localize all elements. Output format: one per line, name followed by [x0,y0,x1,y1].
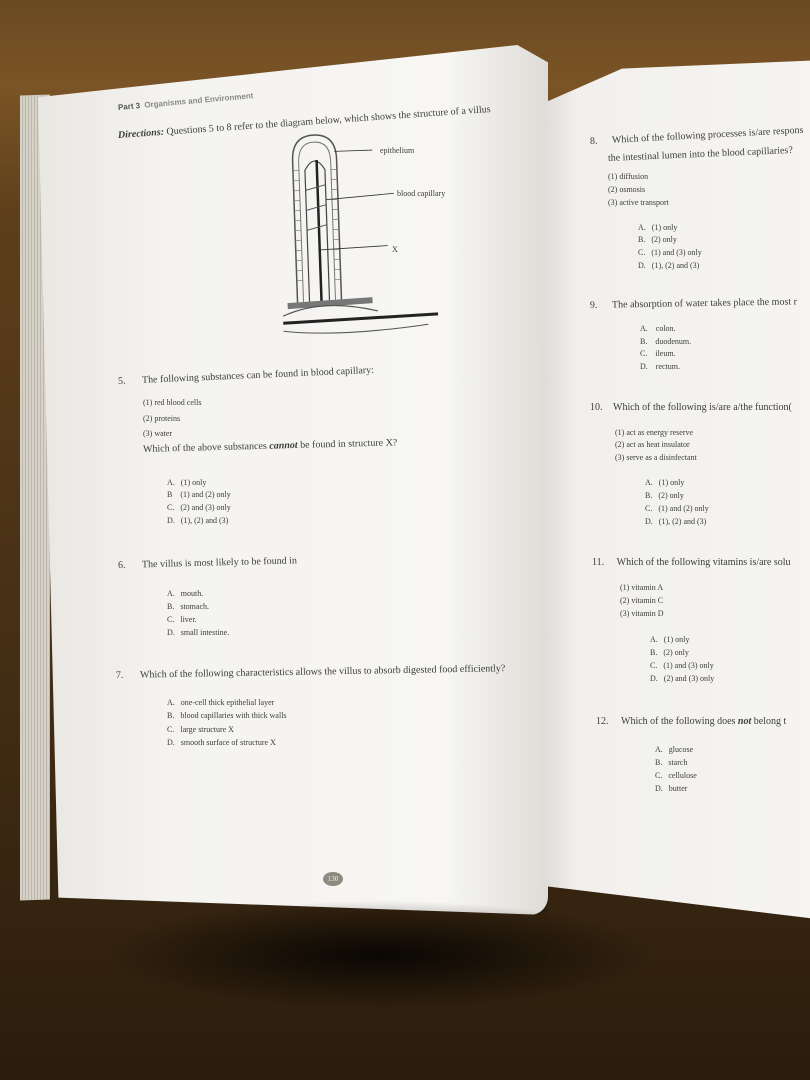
option-letter: B [167,490,173,499]
option-text: duodenum. [655,337,692,346]
q8-stem-line-2: the intestinal lumen into the blood capillaries? [607,144,794,164]
option-text: (1), (2) and (3) [658,517,707,526]
label-x: X [392,245,398,254]
q5-sub-stem-emphasis: cannot [269,439,298,452]
option-letter: D. [167,738,175,747]
option-letter: A. [655,745,663,754]
question-text: The absorption of water takes place the most r [611,296,798,311]
option-text: (2) only [663,648,689,657]
option-letter: C. [167,503,175,512]
question-number: 10. [590,402,603,413]
option-letter: D. [167,516,175,525]
q7-option-d [167,738,276,747]
q5-item-3: (3) water [143,429,173,438]
question-number: 6. [117,559,126,571]
q11-item-2: (2) vitamin C [620,596,664,605]
option-letter: B. [167,711,175,720]
q12-stem-emphasis: not [737,716,752,727]
q6-option-d [167,628,229,637]
q10-option-b [645,491,684,500]
option-text: (1) and (2) only [658,504,709,513]
option-text: (1) and (3) only [651,248,702,257]
q9-option-b [640,337,691,346]
option-text: (1) and (2) only [180,490,231,499]
q12-option-a [655,745,693,754]
option-text: liver. [180,615,197,624]
option-letter: A. [167,478,175,487]
option-letter: B. [645,491,653,500]
option-letter: A. [645,478,653,487]
q5-option-c [167,503,231,512]
option-letter: A. [650,635,658,644]
q8-option-a [638,223,677,232]
option-text: (2) only [658,491,684,500]
question-11-stem [592,557,791,568]
option-letter: B. [650,648,658,657]
option-letter: D. [645,517,653,526]
question-text [621,716,786,727]
option-letter: C. [655,771,663,780]
q5-item-2: (2) proteins [143,414,181,423]
q7-option-a [167,698,274,707]
option-text: (2) and (3) only [663,674,715,683]
part-label: Part 3 [117,101,141,112]
directions-label: Directions: [117,126,165,141]
option-text: (1) only [658,478,685,487]
question-text: The villus is most likely to be found in [141,555,298,571]
label-epithelium: epithelium [380,146,415,155]
question-text: The following substances can be found in blood capillary: [141,364,375,386]
option-text: blood capillaries with thick walls [180,711,287,720]
question-10-stem [590,402,792,413]
option-letter: C. [645,504,653,513]
option-text: small intestine. [180,628,230,637]
q9-option-c [640,349,676,358]
option-letter: B. [640,337,648,346]
option-text: (1) only [663,635,690,644]
q11-option-c [650,661,714,670]
option-text: mouth. [180,589,204,598]
option-text: rectum. [655,362,680,371]
question-number: 8. [589,135,598,147]
option-text: cellulose [668,771,697,780]
option-letter: C. [638,248,646,257]
q6-option-c [167,615,197,624]
q11-option-a [650,635,689,644]
question-number: 11. [592,557,605,568]
q8-option-b [638,235,677,244]
question-text: Which of the following is/are a/the function( [613,402,792,413]
q5-sub-stem-after: be found in structure X? [297,437,398,451]
q11-item-3: (3) vitamin D [620,609,664,618]
q5-option-d [167,516,228,525]
q10-item-2: (2) act as heat insulator [615,440,690,449]
option-letter: D. [638,261,646,270]
option-letter: B. [638,235,646,244]
option-letter: C. [167,725,175,734]
q11-option-d [650,674,714,683]
q5-option-b [167,490,231,499]
q8-item-2: (2) osmosis [608,185,646,194]
option-letter: A. [640,324,648,333]
option-letter: C. [640,349,648,358]
option-text: ileum. [655,349,676,358]
q11-option-b [650,648,689,657]
option-letter: B. [167,602,175,611]
q10-option-a [645,478,684,487]
q10-option-d [645,517,706,526]
question-12-stem [596,716,786,727]
option-letter: D. [655,784,663,793]
option-text: stomach. [180,602,210,611]
directions-text: Questions 5 to 8 refer to the diagram below, which shows the structure of a villus [166,103,491,138]
option-letter: A. [167,698,175,707]
option-text: (1) only [180,478,207,487]
option-text: colon. [655,324,676,333]
q7-option-c [167,725,234,734]
q7-option-b [167,711,287,720]
q9-option-d [640,362,680,371]
q8-item-3: (3) active transport [608,198,669,207]
option-letter: B. [655,758,663,767]
option-letter: D. [650,674,658,683]
option-letter: C. [167,615,175,624]
option-text: (1) and (3) only [663,661,714,670]
question-number: 5. [117,375,126,387]
option-letter: D. [167,628,175,637]
q9-option-a [640,324,676,333]
option-text: smooth surface of structure X [180,738,276,747]
page-number: 130 [323,872,343,886]
option-text: (2) and (3) only [180,503,231,512]
option-letter: A. [638,223,646,232]
question-number: 7. [115,669,124,681]
question-number: 12. [596,716,609,727]
villus-diagram [275,128,475,343]
q6-option-a [167,589,203,598]
section-label: Organisms and Environment [143,91,254,110]
option-text: (2) only [651,235,677,244]
q12-option-c [655,771,697,780]
label-blood-capillary: blood capillary [397,189,446,198]
q8-option-c [638,248,702,257]
q8-item-1: (1) diffusion [608,172,649,181]
option-text: (1) only [651,223,678,232]
option-text: (1), (2) and (3) [180,516,229,525]
q10-option-c [645,504,709,513]
option-letter: C. [650,661,658,670]
option-text: butter [668,784,688,793]
q10-item-3: (3) serve as a disinfectant [615,453,697,462]
q12-option-b [655,758,687,767]
q6-option-b [167,602,209,611]
q5-sub-stem-before: Which of the above substances [142,440,270,455]
q12-stem-before: Which of the following does [621,716,738,727]
q11-item-1: (1) vitamin A [620,583,664,592]
q8-option-d [638,261,699,270]
option-text: one-cell thick epithelial layer [180,698,275,707]
option-text: starch [668,758,688,767]
question-text: Which of the following characteristics allows the villus to absorb digested food efficiently? [139,663,506,681]
question-text: Which of the following vitamins is/are solu [616,557,791,568]
q12-stem-after: belong t [751,716,787,727]
option-letter: D. [640,362,648,371]
question-text-line-1: Which of the following processes is/are respons [611,124,804,146]
q10-item-1: (1) act as energy reserve [615,428,694,437]
option-letter: A. [167,589,175,598]
q12-option-d [655,784,687,793]
option-text: (1), (2) and (3) [651,261,700,270]
option-text: glucose [668,745,694,754]
question-number: 9. [589,299,598,311]
option-text: large structure X [180,725,234,734]
q5-option-a [167,478,206,487]
q5-item-1: (1) red blood cells [143,398,202,407]
book-shadow [100,900,660,1010]
